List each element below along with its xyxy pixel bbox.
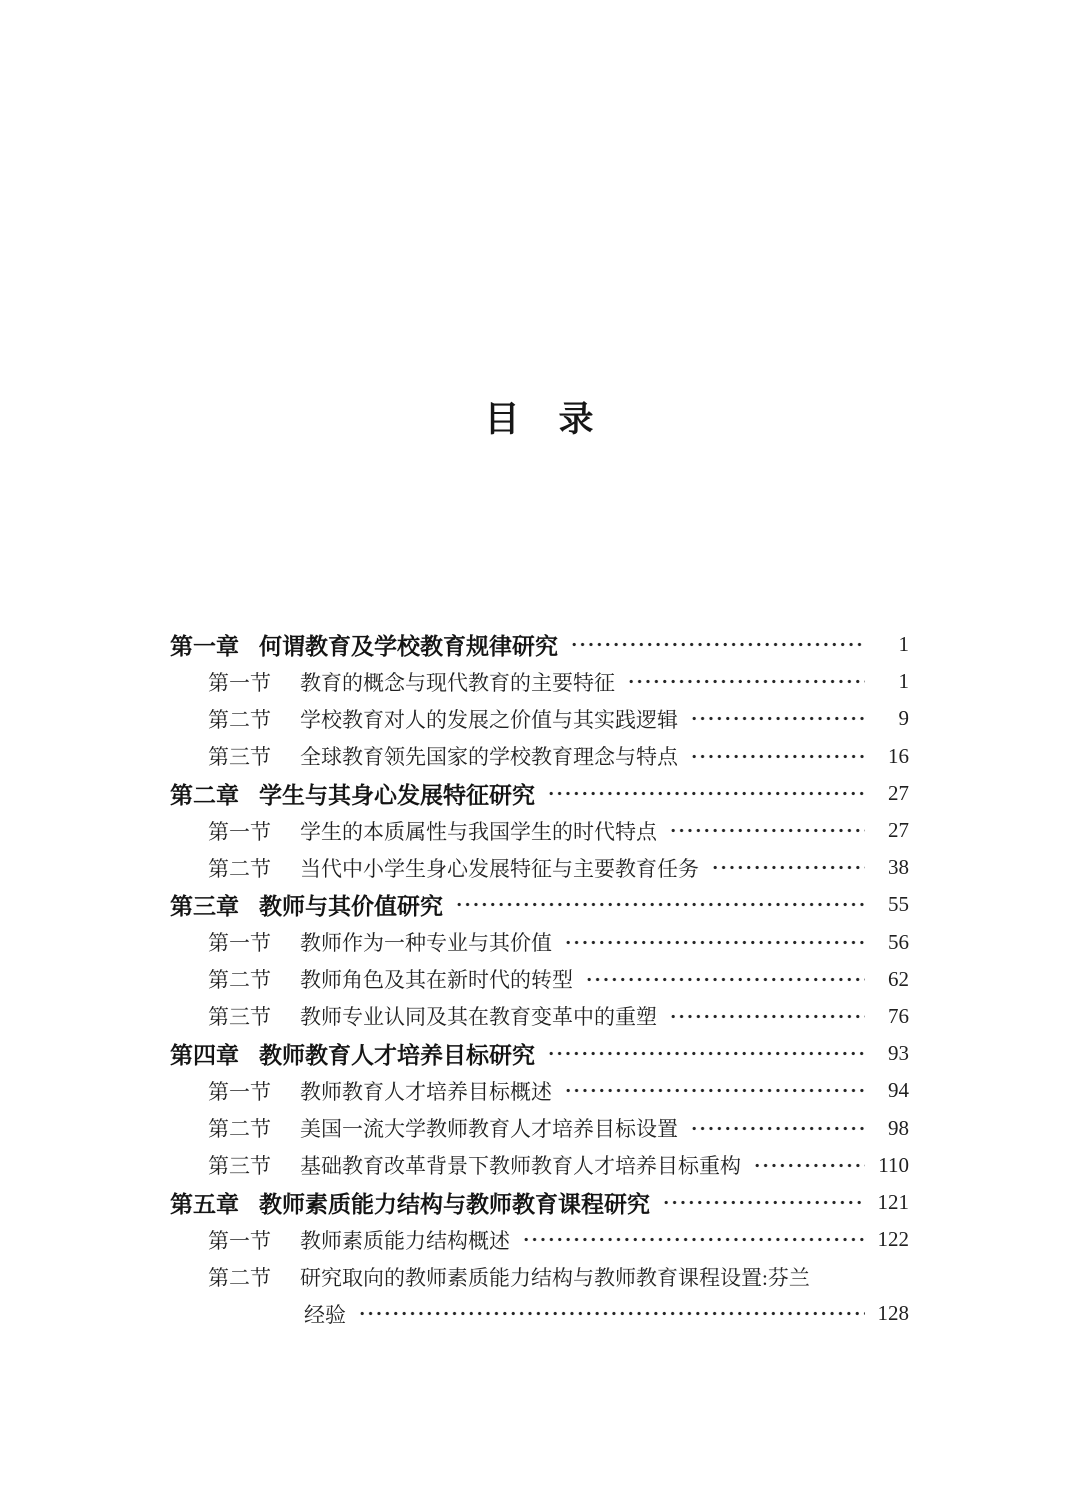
dot-leader (690, 1124, 865, 1133)
section-label: 第二节 (208, 968, 271, 993)
chapter-label: 第四章 (170, 1043, 239, 1069)
entry-title: 教师教育人才培养目标研究 (259, 1043, 535, 1069)
entry-title: 当代中小学生身心发展特征与主要教育任务 (300, 856, 699, 881)
entry-title: 研究取向的教师素质能力结构与教师教育课程设置:芬兰 (300, 1265, 810, 1290)
toc-entry (170, 998, 909, 1035)
dot-leader (570, 640, 865, 649)
toc-entry (170, 1221, 909, 1258)
entry-title: 学生与其身心发展特征研究 (259, 782, 535, 808)
dot-leader (669, 826, 865, 835)
dot-leader (669, 1012, 865, 1021)
page-number: 55 (888, 892, 909, 917)
entry-title: 学生的本质属性与我国学生的时代特点 (300, 819, 657, 844)
toc-entry (170, 849, 909, 886)
page-number: 128 (877, 1301, 909, 1326)
entry-title: 基础教育改革背景下教师教育人才培养目标重构 (300, 1154, 741, 1179)
section-label: 第二节 (208, 707, 271, 732)
page-number: 110 (878, 1152, 909, 1177)
page-number: 62 (888, 966, 909, 991)
dot-leader (711, 863, 865, 872)
entry-title: 全球教育领先国家的学校教育理念与特点 (300, 745, 678, 770)
entry-title: 何谓教育及学校教育规律研究 (259, 634, 558, 660)
page-number: 1 (898, 669, 909, 694)
chapter-label: 第一章 (170, 634, 239, 660)
section-label: 第一节 (208, 1228, 271, 1253)
entry-title: 教师素质能力结构概述 (300, 1228, 510, 1253)
section-label: 第二节 (208, 1265, 271, 1290)
toc-entry (170, 663, 909, 700)
dot-leader (585, 975, 865, 984)
page-number: 93 (888, 1041, 909, 1066)
entry-title: 教师与其价值研究 (259, 894, 443, 920)
page-number: 1 (898, 632, 909, 657)
toc-entry (170, 812, 909, 849)
entry-title: 经验 (304, 1302, 346, 1327)
page-number: 94 (888, 1078, 909, 1103)
entry-title: 教育的概念与现代教育的主要特征 (300, 670, 615, 695)
toc-list (170, 626, 909, 1333)
section-label: 第一节 (208, 670, 271, 695)
dot-leader (627, 677, 865, 686)
section-label: 第一节 (208, 819, 271, 844)
dot-leader (690, 752, 865, 761)
dot-leader (662, 1198, 865, 1207)
section-label: 第三节 (208, 1005, 271, 1030)
toc-entry (170, 1147, 909, 1184)
toc-title: 目 录 (484, 400, 596, 439)
dot-leader (547, 789, 865, 798)
page-number: 38 (888, 855, 909, 880)
entry-title: 教师角色及其在新时代的转型 (300, 968, 573, 993)
toc-entry (170, 1258, 909, 1295)
toc-entry (170, 961, 909, 998)
page-number: 27 (888, 818, 909, 843)
dot-leader (358, 1309, 865, 1318)
section-label: 第三节 (208, 1154, 271, 1179)
toc-entry (170, 700, 909, 737)
dot-leader (547, 1049, 865, 1058)
page-number: 76 (888, 1003, 909, 1028)
section-label: 第一节 (208, 931, 271, 956)
entry-title: 教师素质能力结构与教师教育课程研究 (259, 1191, 650, 1217)
entry-title: 美国一流大学教师教育人才培养目标设置 (300, 1117, 678, 1142)
chapter-label: 第三章 (170, 894, 239, 920)
toc-entry (170, 738, 909, 775)
toc-entry (170, 1109, 909, 1146)
page-number: 27 (888, 780, 909, 805)
dot-leader (753, 1161, 865, 1170)
dot-leader (522, 1235, 865, 1244)
entry-title: 学校教育对人的发展之价值与其实践逻辑 (300, 707, 678, 732)
toc-entry (170, 1072, 909, 1109)
page-number: 16 (888, 743, 909, 768)
page-number: 56 (888, 929, 909, 954)
section-label: 第一节 (208, 1079, 271, 1104)
dot-leader (564, 1086, 865, 1095)
entry-title: 教师作为一种专业与其价值 (300, 931, 552, 956)
toc-entry (170, 1035, 909, 1072)
entry-title: 教师教育人才培养目标概述 (300, 1079, 552, 1104)
toc-entry (170, 626, 909, 663)
toc-entry (170, 1184, 909, 1221)
dot-leader (690, 714, 865, 723)
toc-entry (170, 775, 909, 812)
toc-entry (170, 924, 909, 961)
chapter-label: 第二章 (170, 782, 239, 808)
chapter-label: 第五章 (170, 1191, 239, 1217)
page-number: 122 (877, 1227, 909, 1252)
entry-title: 教师专业认同及其在教育变革中的重塑 (300, 1005, 657, 1030)
section-label: 第三节 (208, 745, 271, 770)
page-number: 9 (898, 706, 909, 731)
dot-leader (455, 900, 865, 909)
page-number: 98 (888, 1115, 909, 1140)
toc-entry (170, 1295, 909, 1332)
section-label: 第二节 (208, 856, 271, 881)
dot-leader (564, 938, 865, 947)
page-number: 121 (877, 1189, 909, 1214)
section-label: 第二节 (208, 1117, 271, 1142)
toc-entry (170, 886, 909, 923)
